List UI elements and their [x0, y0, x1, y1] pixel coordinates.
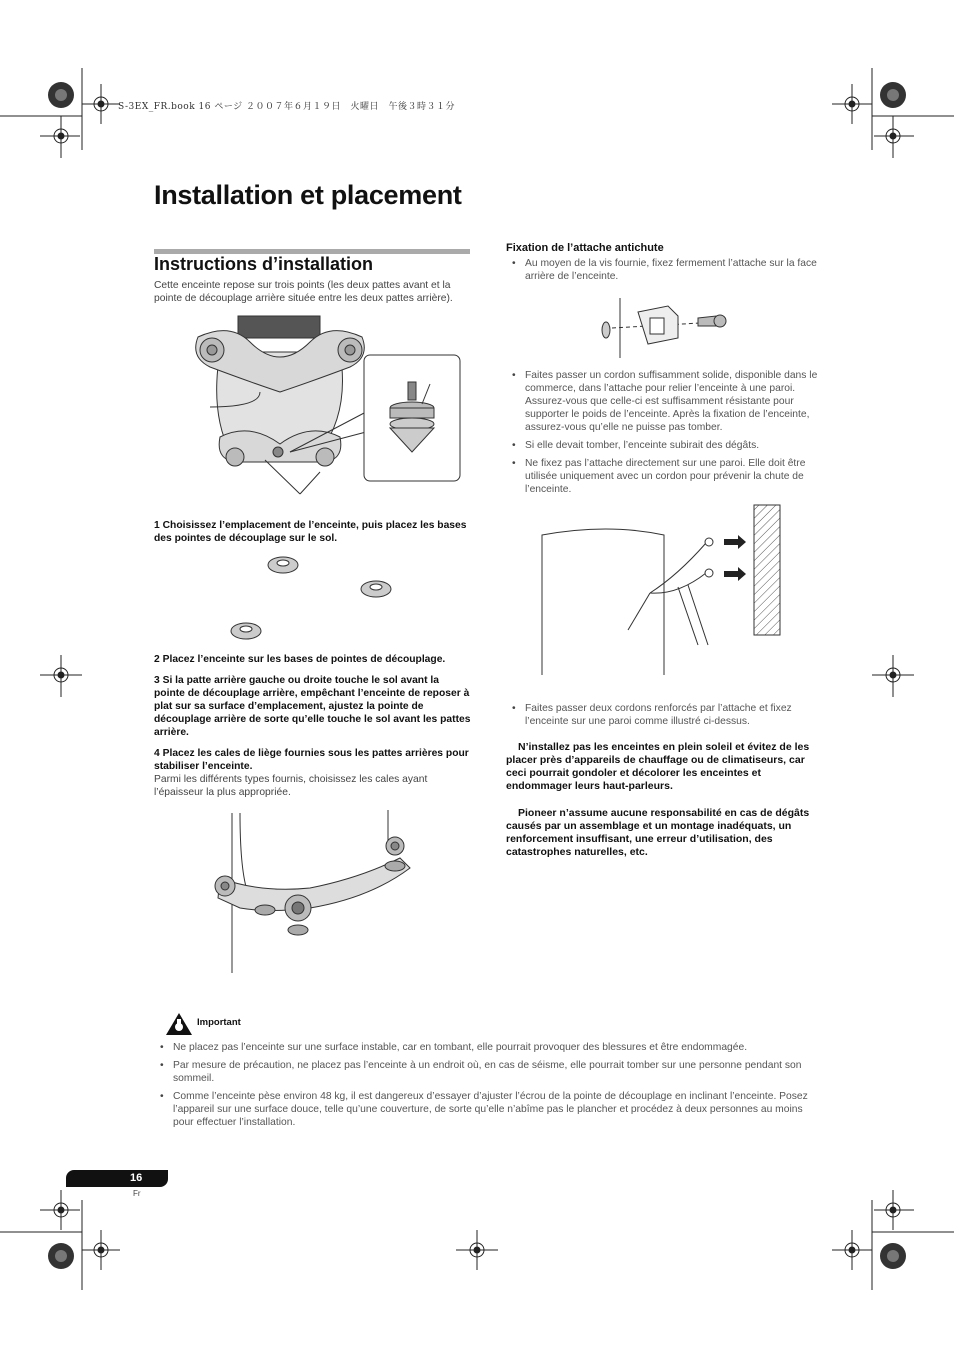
subhead-antichute: Fixation de l’attache antichute [506, 242, 664, 254]
important-label: Important [197, 1017, 241, 1028]
page-number-tab [66, 1170, 168, 1187]
list-item: • Ne placez pas l’enceinte sur une surface instable, car en tombant, elle pourrait provoquer des blessures et être endommagée. [154, 1041, 822, 1054]
list-item: • Si elle devait tomber, l’enceinte subirait des dégâts. [506, 439, 824, 452]
warning-sunlight: N’installez pas les enceintes en plein soleil et évitez de les placer près d’appareils de chauffage ou de climatiseurs, car ceci pourrait gondoler et décolorer les enceintes et endommager leurs haut-parleurs. [506, 741, 810, 792]
bullet-list-3 [506, 702, 824, 733]
step-3: 3 Si la patte arrière gauche ou droite touche le sol avant la pointe de découplage arrière, empêchant l’enceinte de reposer à plat sur sa surface d’emplacement, ajustez la pointe de découplage arrière de sorte qu’elle touche le sol avant les pattes arrière. [154, 675, 471, 738]
step-4-note: Parmi les différents types fournis, choisissez les cales ayant l’épaisseur la plus appropriée. [154, 774, 428, 798]
speaker-base-illustration [190, 312, 470, 492]
page-number: 16 [130, 1172, 143, 1184]
warning-liability: Pioneer n’assume aucune responsabilité en cas de dégâts causés par un assemblage et un montage inadéquats, un renforcement insuffisant, une erreur d’utilisation, des catastrophes naturelles, etc. [506, 807, 810, 858]
print-header-meta: S-3EX_FR.book 16 ページ ２００７年６月１９日 火曜日 午後３時３１分 [118, 102, 456, 112]
list-item: • Ne fixez pas l’attache directement sur une paroi. Elle doit être utilisée uniquement avec un cordon pour prévenir la chute de l’enceinte. [506, 457, 824, 496]
page-title: Installation et placement [154, 180, 462, 210]
important-icon [165, 1012, 193, 1036]
bullet-list-2 [506, 369, 824, 501]
list-item: • Faites passer deux cordons renforcés par l’attache et fixez l’enceinte sur une paroi comme illustré ci-dessus. [506, 702, 824, 728]
step-1: 1 Choisissez l’emplacement de l’enceinte, puis placez les bases des pointes de découplage sur le sol. [154, 520, 467, 544]
cork-pads-illustration [210, 808, 420, 978]
step-2: 2 Placez l’enceinte sur les bases de pointes de découplage. [154, 654, 446, 665]
page-language: Fr [133, 1189, 141, 1198]
list-item: • Par mesure de précaution, ne placez pas l’enceinte à un endroit où, en cas de séisme, elle pourrait tomber sur une personne pendant son sommeil. [154, 1059, 822, 1085]
list-item: • Comme l’enceinte pèse environ 48 kg, il est dangereux d’essayer d’ajuster l’écrou de la pointe de découplage en inclinant l’enceinte. Posez l’appareil sur une surface douce, telle qu’une couverture, de sorte qu’elle n’abîme pas le plancher et procédez à deux personnes au moins pour effectuer l’installation. [154, 1090, 822, 1129]
important-list [154, 1041, 822, 1134]
bracket-illustration [598, 298, 738, 358]
section-title: Instructions d’installation [154, 254, 374, 274]
list-item: • Au moyen de la vis fournie, fixez fermement l’attache sur la face arrière de l’enceinte. [506, 257, 824, 283]
step-4: 4 Placez les cales de liège fournies sous les pattes arrières pour stabiliser l’enceinte. [154, 748, 469, 772]
spike-bases-illustration [228, 555, 428, 645]
intro-text: Cette enceinte repose sur trois points (les deux pattes avant et la pointe de découplage arrière située entre les deux pattes arrière). [154, 280, 453, 304]
bullet-list-1 [506, 257, 824, 288]
list-item: • Faites passer un cordon suffisamment solide, disponible dans le commerce, dans l’attache pour relier l’enceinte à une paroi. Assurez-vous que celle-ci est suffisamment résistante pour supporter le poids de l’enceinte. Après la fixation de l’enceinte, assurez-vous qu’elle ne puisse pas tomber. [506, 369, 824, 434]
wall-cord-illustration [538, 505, 798, 680]
